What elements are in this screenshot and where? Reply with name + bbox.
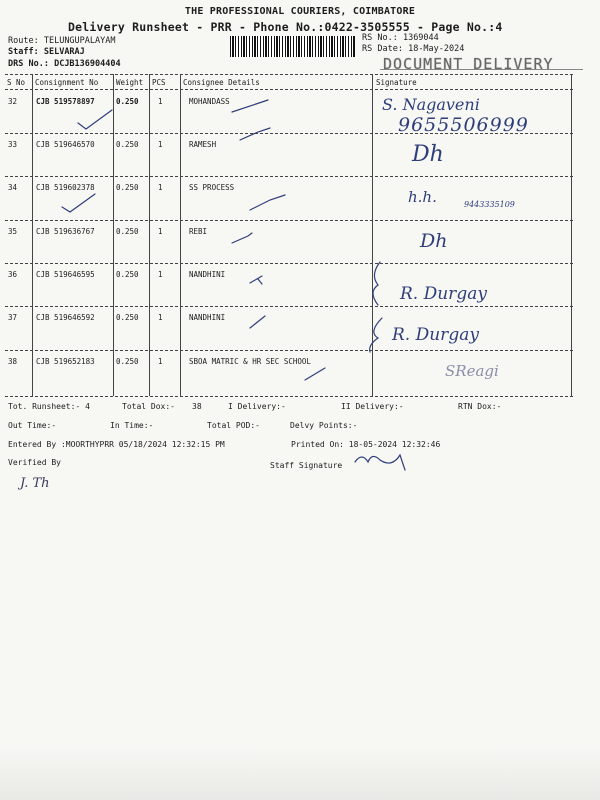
drs-line (8, 59, 121, 69)
rs-no-line (362, 33, 439, 43)
row-signature: h.h. (408, 188, 437, 206)
pen-stroke-icon (232, 233, 252, 243)
row-rule (5, 176, 573, 177)
rs-date-value: 18-May-2024 (408, 44, 465, 54)
row-weight: 0.250 (116, 313, 139, 322)
col-divider (180, 74, 181, 396)
row-signature: R. Durgay (400, 284, 487, 304)
header-rule (5, 89, 573, 90)
row-pcs: 1 (158, 140, 163, 149)
pen-stroke-icon (232, 100, 268, 112)
delvy-points: Delvy Points:- (290, 421, 358, 430)
brace-icon (373, 262, 380, 305)
rs-no-value: 1369044 (402, 33, 439, 43)
drs-value: DCJB136904404 (54, 59, 121, 69)
row-consignment: CJB 519578897 (36, 97, 95, 106)
row-rule (5, 350, 573, 351)
printed-on: Printed On: 18-05-2024 12:32:46 (291, 440, 441, 449)
row-consignee: NANDHINI (189, 313, 226, 322)
col-sno-header: S No (7, 78, 26, 87)
row-weight: 0.250 (116, 140, 139, 149)
rs-date-label: RS Date: (362, 44, 403, 54)
ii-delivery: II Delivery:- (341, 402, 404, 411)
row-consignment: CJB 519646595 (36, 270, 95, 279)
row-rule (5, 220, 573, 221)
row-consignment: CJB 519646570 (36, 140, 95, 149)
route-line (8, 36, 116, 46)
row-sno: 35 (8, 227, 18, 236)
table-bottom-rule (5, 396, 573, 397)
table-top-rule (5, 74, 573, 75)
col-consignment-header: Consignment No (35, 78, 99, 87)
total-dox-value: 38 (192, 402, 202, 411)
in-time: In Time:- (110, 421, 154, 430)
verifier-initials: J. Th (20, 476, 50, 491)
row-sno: 37 (8, 313, 18, 322)
runsheet-title: Delivery Runsheet - PRR - Phone No.:0422-3505555 - Page No.:4 (68, 20, 503, 34)
row-signature: Dh (412, 142, 444, 167)
row-weight: 0.250 (116, 270, 139, 279)
col-pcs-header: PCS (152, 78, 166, 87)
col-divider (372, 74, 373, 396)
row-sno: 32 (8, 97, 18, 106)
row-sno: 34 (8, 183, 18, 192)
row-pcs: 1 (158, 227, 163, 236)
col-signature-header: Signature (376, 78, 417, 87)
col-weight-header: Weight (116, 78, 144, 87)
row-sno: 38 (8, 357, 18, 366)
barcode (230, 36, 355, 57)
row-consignment: CJB 519602378 (36, 183, 95, 192)
total-dox-label: Total Dox:- (122, 402, 175, 411)
row-weight: 0.250 (116, 227, 139, 236)
row-consignee: RAMESH (189, 140, 217, 149)
tot-runsheet: Tot. Runsheet:- 4 (8, 402, 90, 411)
row-pcs: 1 (158, 270, 163, 279)
out-time: Out Time:- (8, 421, 57, 430)
staff-label: Staff: (8, 47, 39, 57)
route-value: TELUNGUPALAYAM (43, 36, 116, 46)
row-rule (5, 133, 573, 134)
check-icon (78, 110, 112, 129)
pen-stroke-icon (250, 316, 265, 328)
col-divider (149, 74, 150, 396)
row-pcs: 1 (158, 183, 163, 192)
row-signature-phone: 9443335109 (464, 200, 515, 209)
col-divider (113, 74, 114, 396)
pen-stroke-icon (305, 368, 325, 380)
route-label: Route: (8, 36, 39, 46)
row-consignment: CJB 519636767 (36, 227, 95, 236)
row-pcs: 1 (158, 313, 163, 322)
row-signature-phone: 9655506999 (398, 114, 529, 136)
row-sno: 33 (8, 140, 18, 149)
drs-label: DRS No.: (8, 59, 49, 69)
row-consignment: CJB 519652183 (36, 357, 95, 366)
scan-shadow (0, 745, 600, 800)
check-icon (62, 194, 95, 212)
row-rule (5, 263, 573, 264)
row-rule (5, 306, 573, 307)
col-divider (32, 74, 33, 396)
row-signature: R. Durgay (392, 325, 479, 345)
col-divider (571, 74, 572, 396)
document-delivery-stamp: DOCUMENT DELIVERY (383, 55, 554, 73)
staff-line (8, 47, 85, 57)
company-title: THE PROFESSIONAL COURIERS, COIMBATORE (184, 6, 416, 17)
row-pcs: 1 (158, 357, 163, 366)
row-consignee: REBI (189, 227, 208, 236)
row-signature: S. Nagaveni (382, 95, 480, 114)
row-weight: 0.250 (116, 183, 139, 192)
rs-no-label: RS No.: (362, 33, 398, 43)
pen-stroke-icon (250, 276, 262, 284)
row-signature: SReagi (445, 362, 499, 380)
row-signature: Dh (420, 230, 448, 252)
row-sno: 36 (8, 270, 18, 279)
staff-value: SELVARAJ (43, 47, 85, 57)
row-consignee: NANDHINI (189, 270, 226, 279)
row-consignee: SBOA MATRIC & HR SEC SCHOOL (189, 357, 311, 366)
row-weight: 0.250 (116, 97, 139, 106)
row-consignee: SS PROCESS (189, 183, 235, 192)
row-pcs: 1 (158, 97, 163, 106)
staff-signature-icon (355, 455, 405, 470)
col-consignee-header: Consignee Details (183, 78, 260, 87)
pen-stroke-icon (250, 195, 285, 210)
total-pod: Total POD:- (207, 421, 260, 430)
stamp-underline (380, 69, 583, 70)
verified-by: Verified By (8, 458, 61, 467)
rs-date-line (362, 44, 464, 54)
row-consignment: CJB 519646592 (36, 313, 95, 322)
i-delivery: I Delivery:- (228, 402, 286, 411)
row-weight: 0.250 (116, 357, 139, 366)
rtn-dox: RTN Dox:- (458, 402, 502, 411)
pen-stroke-icon (240, 128, 270, 140)
staff-signature-label: Staff Signature (270, 461, 343, 470)
entered-by: Entered By :MOORTHYPRR 05/18/2024 12:32:15 PM (8, 440, 225, 449)
row-consignee: MOHANDASS (189, 97, 230, 106)
